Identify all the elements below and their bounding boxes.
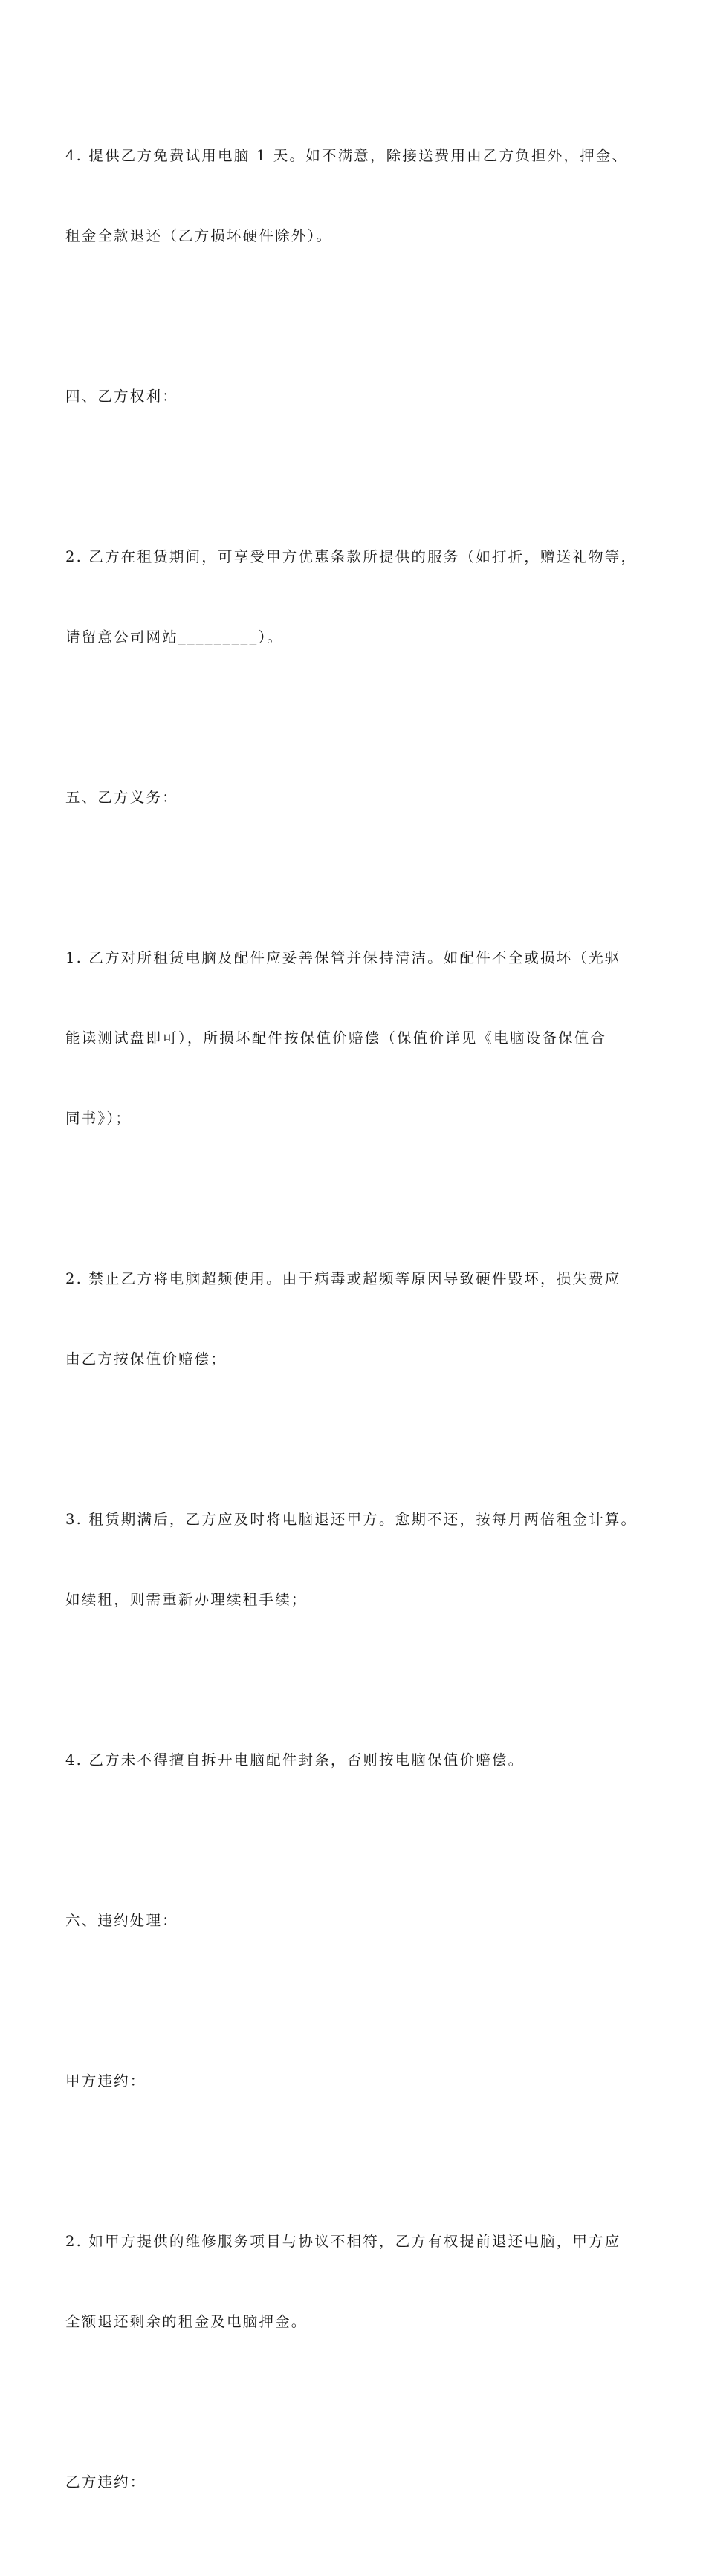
- text-line: 能读测试盘即可），所损坏配件按保值价赔偿（保值价详见《电脑设备保值合: [65, 1030, 607, 1047]
- text-line: 租金全款退还（乙方损坏硬件除外）。: [65, 227, 333, 244]
- paragraph-obligation-3: [65, 1453, 645, 1667]
- subheading-party-a-breach: [65, 2014, 645, 2148]
- text-line: 四、乙方权利：: [65, 388, 178, 405]
- paragraph-obligation-1: [65, 891, 645, 1185]
- text-line: 由乙方按保值价赔偿；: [65, 1350, 227, 1367]
- text-line: 请留意公司网站_________）。: [65, 628, 284, 645]
- section-heading-breach: [65, 1854, 645, 1988]
- text-line: 乙方违约：: [65, 2473, 146, 2491]
- paragraph-rights-2: [65, 490, 645, 704]
- text-line: 3. 租赁期满后，乙方应及时将电脑退还甲方。愈期不还，按每月两倍租金计算。: [65, 1511, 638, 1528]
- subheading-party-b-breach: [65, 2416, 645, 2549]
- section-heading-obligations: [65, 731, 645, 865]
- paragraph-free-trial: [65, 89, 645, 303]
- text-line: 4. 提供乙方免费试用电脑 1 天。如不满意，除接送费用由乙方负担外，押金、: [65, 147, 629, 164]
- paragraph-party-a-breach-2: [65, 2175, 645, 2389]
- text-line: 甲方违约：: [65, 2072, 146, 2089]
- document-page: [65, 89, 645, 2576]
- section-heading-rights: [65, 330, 645, 464]
- paragraph-obligation-2: [65, 1212, 645, 1426]
- text-line: 2. 乙方在租赁期间，可享受甲方优惠条款所提供的服务（如打折，赠送礼物等，: [65, 548, 638, 565]
- text-line: 4. 乙方未不得擅自拆开电脑配件封条，否则按电脑保值价赔偿。: [65, 1752, 525, 1769]
- text-line: 六、违约处理：: [65, 1912, 178, 1929]
- text-line: 如续租，则需重新办理续租手续；: [65, 1591, 308, 1608]
- text-line: 1. 乙方对所租赁电脑及配件应妥善保管并保持清洁。如配件不全或损坏（光驱: [65, 949, 621, 966]
- text-line: 全额退还剩余的租金及电脑押金。: [65, 2313, 308, 2330]
- text-line: 同书》）；: [65, 1110, 132, 1127]
- text-line: 2. 禁止乙方将电脑超频使用。由于病毒或超频等原因导致硬件毁坏，损失费应: [65, 1270, 621, 1287]
- text-line: 2. 如甲方提供的维修服务项目与协议不相符，乙方有权提前退还电脑，甲方应: [65, 2233, 621, 2250]
- text-line: 五、乙方义务：: [65, 789, 178, 806]
- paragraph-obligation-4: [65, 1694, 645, 1827]
